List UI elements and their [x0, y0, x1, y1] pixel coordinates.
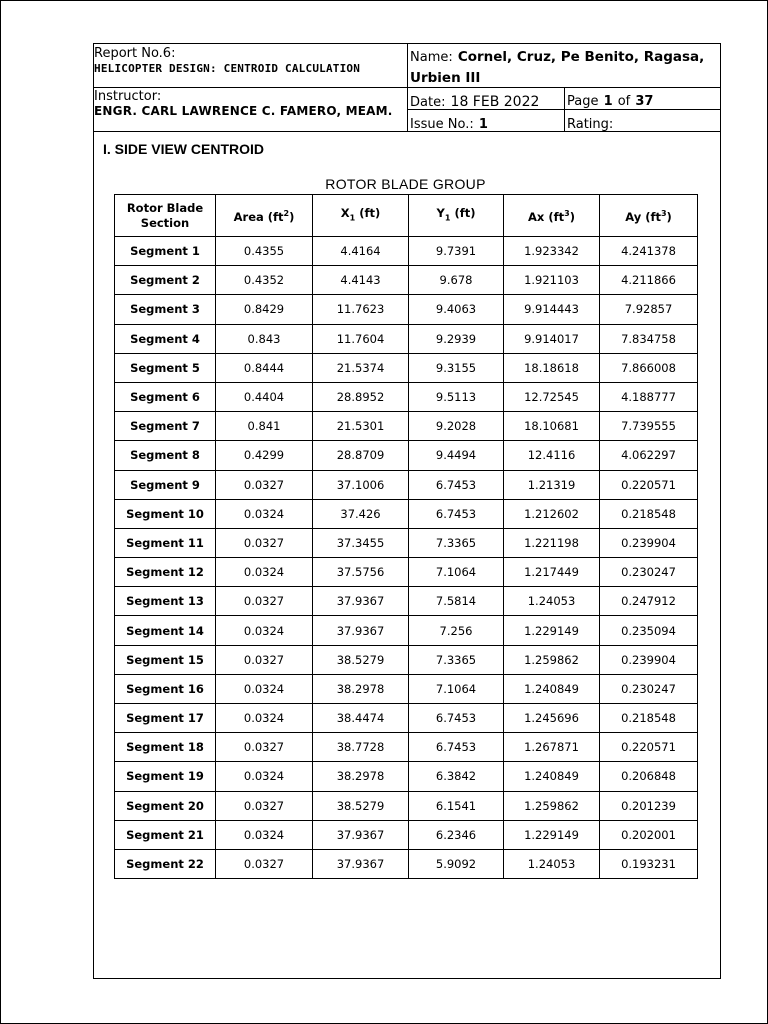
instructor-label: Instructor:	[94, 89, 162, 104]
cell-ay: 0.220571	[600, 733, 698, 762]
cell-y1: 6.2346	[409, 820, 504, 849]
cell-ax: 18.18618	[504, 353, 600, 382]
issue-cell	[410, 113, 488, 132]
cell-area: 0.0324	[216, 704, 313, 733]
cell-ay: 7.739555	[600, 412, 698, 441]
cell-ay: 0.247912	[600, 587, 698, 616]
instructor-value: ENGR. CARL LAWRENCE C. FAMERO, MEAM.	[94, 104, 393, 118]
cell-ax: 1.259862	[504, 791, 600, 820]
cell-y1: 6.7453	[409, 470, 504, 499]
cell-section: Segment 9	[115, 470, 216, 499]
cell-x1: 28.8709	[313, 441, 409, 470]
table-row	[115, 820, 698, 849]
cell-ay: 0.220571	[600, 470, 698, 499]
table-row	[115, 587, 698, 616]
cell-ay: 0.235094	[600, 616, 698, 645]
cell-x1: 4.4164	[313, 237, 409, 266]
cell-x1: 37.9367	[313, 616, 409, 645]
table-row	[115, 762, 698, 791]
cell-ax: 9.914017	[504, 324, 600, 353]
cell-area: 0.0324	[216, 558, 313, 587]
page-of: of	[617, 94, 631, 109]
cell-y1: 7.3365	[409, 645, 504, 674]
cell-y1: 9.3155	[409, 353, 504, 382]
cell-y1: 6.3842	[409, 762, 504, 791]
cell-section: Segment 18	[115, 733, 216, 762]
cell-ay: 4.241378	[600, 237, 698, 266]
cell-y1: 6.7453	[409, 704, 504, 733]
cell-y1: 9.4494	[409, 441, 504, 470]
page-cell	[567, 90, 653, 109]
name-label: Name:	[410, 50, 453, 65]
cell-area: 0.0324	[216, 616, 313, 645]
cell-ay: 0.230247	[600, 674, 698, 703]
cell-x1: 37.9367	[313, 587, 409, 616]
cell-x1: 38.7728	[313, 733, 409, 762]
cell-section: Segment 13	[115, 587, 216, 616]
cell-section: Segment 2	[115, 266, 216, 295]
cell-y1: 6.7453	[409, 733, 504, 762]
cell-ax: 1.24053	[504, 587, 600, 616]
cell-section: Segment 5	[115, 353, 216, 382]
page-label: Page	[567, 94, 599, 109]
cell-ax: 1.245696	[504, 704, 600, 733]
date-cell	[410, 91, 539, 110]
table-row	[115, 528, 698, 557]
cell-x1: 21.5301	[313, 412, 409, 441]
table-row	[115, 470, 698, 499]
cell-x1: 37.9367	[313, 849, 409, 878]
cell-section: Segment 17	[115, 704, 216, 733]
cell-ax: 1.21319	[504, 470, 600, 499]
table-body	[115, 237, 698, 879]
cell-y1: 9.2028	[409, 412, 504, 441]
date-value: 18 FEB 2022	[450, 94, 540, 110]
cell-y1: 6.7453	[409, 499, 504, 528]
table-row	[115, 353, 698, 382]
cell-ax: 1.229149	[504, 820, 600, 849]
cell-ay: 0.218548	[600, 499, 698, 528]
page-total: 37	[635, 94, 654, 109]
cell-section: Segment 11	[115, 528, 216, 557]
cell-area: 0.0327	[216, 587, 313, 616]
cell-x1: 38.2978	[313, 674, 409, 703]
cell-section: Segment 14	[115, 616, 216, 645]
report-label: Report No.6:	[94, 46, 176, 61]
table-row	[115, 558, 698, 587]
cell-ax: 1.923342	[504, 237, 600, 266]
cell-ax: 1.217449	[504, 558, 600, 587]
cell-ax: 1.221198	[504, 528, 600, 557]
cell-section: Segment 19	[115, 762, 216, 791]
cell-ay: 0.206848	[600, 762, 698, 791]
cell-section: Segment 16	[115, 674, 216, 703]
cell-ax: 1.212602	[504, 499, 600, 528]
cell-area: 0.0327	[216, 791, 313, 820]
cell-area: 0.4404	[216, 382, 313, 411]
cell-section: Segment 15	[115, 645, 216, 674]
col-header-section: Rotor Blade Section	[115, 195, 216, 237]
cell-x1: 11.7623	[313, 295, 409, 324]
col-header-area: Area $(ft^2)$	[216, 195, 313, 237]
cell-x1: 37.3455	[313, 528, 409, 557]
cell-y1: 6.1541	[409, 791, 504, 820]
cell-area: 0.0324	[216, 820, 313, 849]
cell-y1: 9.678	[409, 266, 504, 295]
table-row	[115, 674, 698, 703]
cell-area: 0.0327	[216, 645, 313, 674]
cell-ay: 7.834758	[600, 324, 698, 353]
table-row	[115, 295, 698, 324]
cell-ax: 1.267871	[504, 733, 600, 762]
table-row	[115, 441, 698, 470]
cell-x1: 38.4474	[313, 704, 409, 733]
cell-x1: 37.5756	[313, 558, 409, 587]
table-row	[115, 733, 698, 762]
cell-ax: 9.914443	[504, 295, 600, 324]
cell-x1: 21.5374	[313, 353, 409, 382]
table-row	[115, 499, 698, 528]
cell-ay: 4.188777	[600, 382, 698, 411]
cell-x1: 37.1006	[313, 470, 409, 499]
cell-area: 0.0324	[216, 762, 313, 791]
col-header-ax: Ax $(ft^3)$	[504, 195, 600, 237]
cell-x1: 37.9367	[313, 820, 409, 849]
cell-x1: 38.2978	[313, 762, 409, 791]
cell-section: Segment 21	[115, 820, 216, 849]
cell-area: 0.843	[216, 324, 313, 353]
cell-x1: 28.8952	[313, 382, 409, 411]
cell-area: 0.0327	[216, 849, 313, 878]
cell-ay: 4.211866	[600, 266, 698, 295]
cell-y1: 9.7391	[409, 237, 504, 266]
cell-area: 0.4355	[216, 237, 313, 266]
col-header-x1: $X_1$ (ft)	[313, 195, 409, 237]
cell-ax: 12.4116	[504, 441, 600, 470]
cell-x1: 37.426	[313, 499, 409, 528]
header-bottom-line	[93, 131, 721, 132]
section-title: I. SIDE VIEW CENTROID	[103, 141, 265, 157]
table-row	[115, 412, 698, 441]
cell-ay: 0.239904	[600, 645, 698, 674]
cell-ax: 1.240849	[504, 762, 600, 791]
table-row	[115, 237, 698, 266]
cell-x1: 11.7604	[313, 324, 409, 353]
name-cell	[410, 46, 720, 88]
cell-ay: 0.218548	[600, 704, 698, 733]
cell-ay: 7.92857	[600, 295, 698, 324]
cell-area: 0.0327	[216, 528, 313, 557]
cell-section: Segment 1	[115, 237, 216, 266]
cell-area: 0.8429	[216, 295, 313, 324]
cell-y1: 7.5814	[409, 587, 504, 616]
date-label: Date:	[410, 95, 446, 110]
cell-y1: 7.1064	[409, 674, 504, 703]
table-row	[115, 704, 698, 733]
cell-ax: 1.24053	[504, 849, 600, 878]
cell-ax: 1.240849	[504, 674, 600, 703]
table-row	[115, 645, 698, 674]
cell-x1: 4.4143	[313, 266, 409, 295]
header-center-divider	[407, 43, 408, 131]
cell-ay: 0.230247	[600, 558, 698, 587]
instructor-cell	[94, 89, 393, 118]
cell-ay: 0.201239	[600, 791, 698, 820]
cell-ay: 0.239904	[600, 528, 698, 557]
cell-ay: 0.202001	[600, 820, 698, 849]
table-title: ROTOR BLADE GROUP	[325, 176, 486, 192]
rating-label: Rating:	[567, 117, 614, 132]
cell-section: Segment 12	[115, 558, 216, 587]
cell-y1: 7.256	[409, 616, 504, 645]
cell-section: Segment 22	[115, 849, 216, 878]
col-header-ay: Ay $(ft^3)$	[600, 195, 698, 237]
col-header-y1: $Y_1$ (ft)	[409, 195, 504, 237]
cell-ay: 7.866008	[600, 353, 698, 382]
rotor-blade-table	[114, 194, 698, 879]
cell-section: Segment 6	[115, 382, 216, 411]
rating-cell	[567, 113, 613, 132]
header-page-divider	[564, 87, 565, 131]
cell-area: 0.0327	[216, 733, 313, 762]
cell-area: 0.0324	[216, 499, 313, 528]
table-header-row	[115, 195, 698, 237]
issue-value: 1	[478, 117, 488, 132]
name-value-line2: Urbien III	[410, 70, 481, 86]
name-value-line1: Cornel, Cruz, Pe Benito, Ragasa,	[457, 49, 705, 65]
cell-section: Segment 20	[115, 791, 216, 820]
cell-section: Segment 4	[115, 324, 216, 353]
table-row	[115, 849, 698, 878]
table-row	[115, 266, 698, 295]
cell-y1: 9.4063	[409, 295, 504, 324]
report-title: HELICOPTER DESIGN: CENTROID CALCULATION	[94, 62, 361, 75]
cell-ax: 1.229149	[504, 616, 600, 645]
cell-section: Segment 7	[115, 412, 216, 441]
cell-y1: 5.9092	[409, 849, 504, 878]
cell-area: 0.8444	[216, 353, 313, 382]
table-row	[115, 791, 698, 820]
cell-y1: 7.3365	[409, 528, 504, 557]
cell-area: 0.0324	[216, 674, 313, 703]
table-row	[115, 382, 698, 411]
cell-y1: 7.1064	[409, 558, 504, 587]
cell-x1: 38.5279	[313, 645, 409, 674]
cell-area: 0.4299	[216, 441, 313, 470]
cell-x1: 38.5279	[313, 791, 409, 820]
cell-area: 0.0327	[216, 470, 313, 499]
cell-section: Segment 10	[115, 499, 216, 528]
cell-ax: 18.10681	[504, 412, 600, 441]
cell-area: 0.4352	[216, 266, 313, 295]
cell-section: Segment 3	[115, 295, 216, 324]
cell-ay: 4.062297	[600, 441, 698, 470]
issue-label: Issue No.:	[410, 117, 474, 132]
cell-section: Segment 8	[115, 441, 216, 470]
cell-y1: 9.2939	[409, 324, 504, 353]
cell-y1: 9.5113	[409, 382, 504, 411]
cell-ax: 1.259862	[504, 645, 600, 674]
cell-ax: 12.72545	[504, 382, 600, 411]
cell-ay: 0.193231	[600, 849, 698, 878]
table-row	[115, 616, 698, 645]
report-cell	[94, 46, 360, 75]
page-current: 1	[603, 94, 613, 109]
cell-ax: 1.921103	[504, 266, 600, 295]
table-row	[115, 324, 698, 353]
cell-area: 0.841	[216, 412, 313, 441]
